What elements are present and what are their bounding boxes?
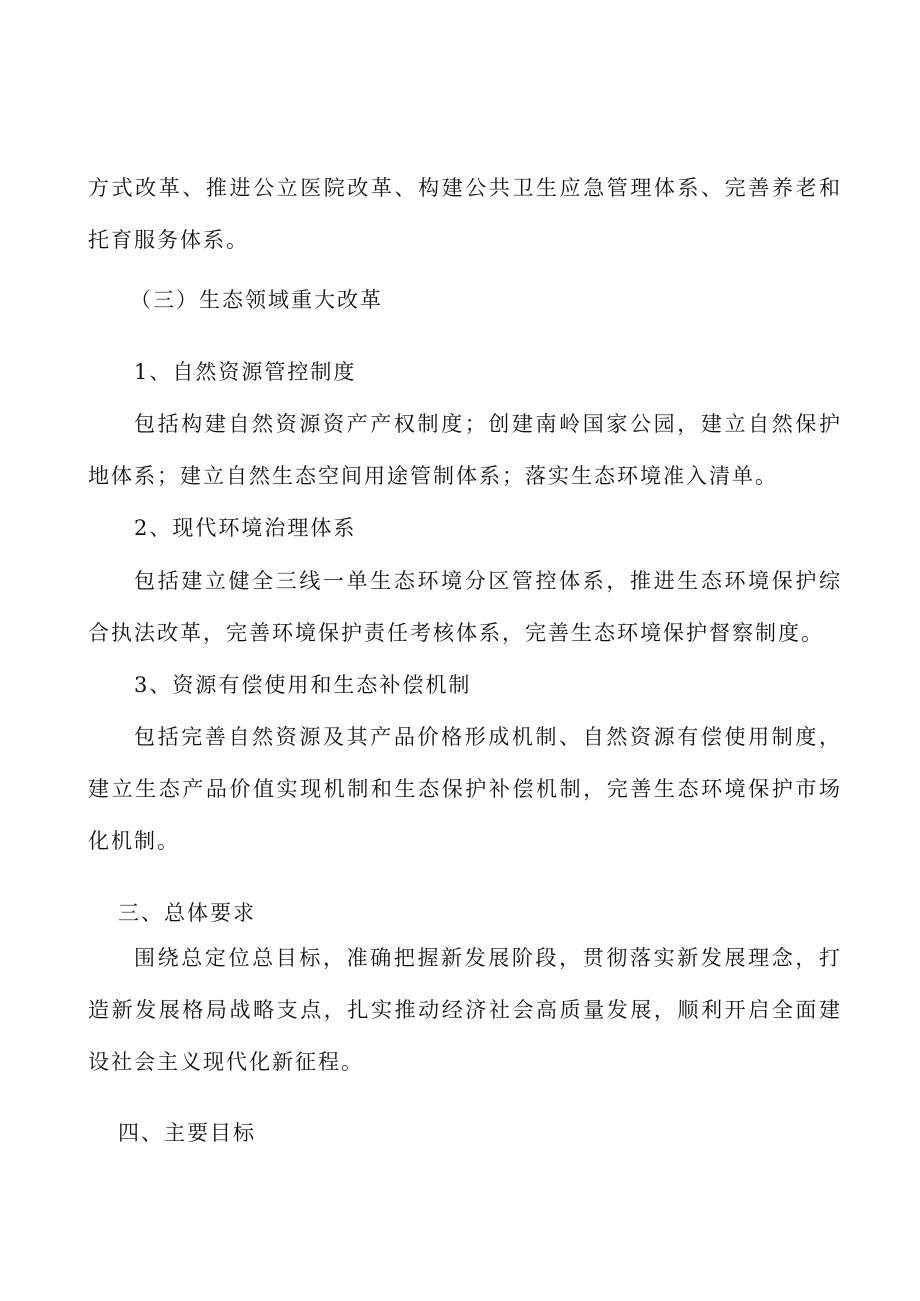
section-heading-3: （三）生态领域重大改革 [130,288,383,312]
paragraph-line: 设社会主义现代化新征程。 [88,1050,364,1074]
paragraph-line: 建立生态产品价值实现机制和生态保护补偿机制，完善生态环境保护市场 [88,777,840,801]
paragraph-line: 合执法改革，完善环境保护责任考核体系，完善生态环境保护督察制度。 [88,621,824,645]
paragraph-line: 包括完善自然资源及其产品价格形成机制、自然资源有偿使用制度， [134,725,840,749]
section-heading-three: 三、总体要求 [118,901,256,925]
paragraph-line: 围绕总定位总目标，准确把握新发展阶段，贯彻落实新发展理念，打 [134,946,840,970]
paragraph-line: 方式改革、推进公立医院改革、构建公共卫生应急管理体系、完善养老和 [88,176,840,200]
paragraph-line: 包括建立健全三线一单生态环境分区管控体系，推进生态环境保护综 [134,569,840,593]
item-heading-1: 1、自然资源管控制度 [134,360,357,384]
paragraph-line: 包括构建自然资源资产产权制度；创建南岭国家公园，建立自然保护 [134,412,840,436]
paragraph-line: 造新发展格局战略支点，扎实推动经济社会高质量发展，顺利开启全面建 [88,998,840,1022]
paragraph-line: 托育服务体系。 [88,228,249,252]
paragraph-line: 地体系；建立自然生态空间用途管制体系；落实生态环境准入清单。 [88,464,778,488]
paragraph-line: 化机制。 [88,829,180,853]
item-heading-3: 3、资源有偿使用和生态补偿机制 [134,673,472,697]
section-heading-four: 四、主要目标 [118,1121,256,1145]
item-heading-2: 2、现代环境治理体系 [134,516,357,540]
